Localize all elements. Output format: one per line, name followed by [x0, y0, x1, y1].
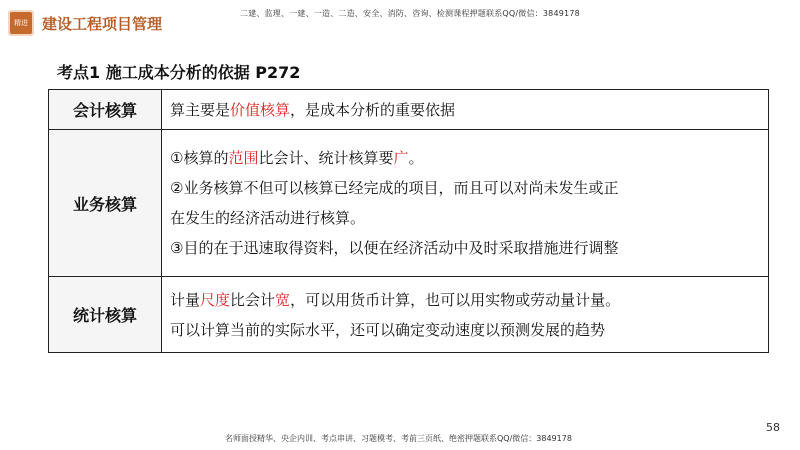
row-content — [162, 277, 769, 353]
row-label: 会计核算 — [49, 90, 162, 130]
text-span: 计量 — [170, 290, 201, 309]
highlight-text: 宽 — [275, 290, 291, 309]
content-line: 在发生的经济活动进行核算。 — [170, 209, 366, 227]
content-line — [170, 143, 762, 173]
row-content — [162, 90, 769, 130]
content-line: 可以计算当前的实际水平，还可以确定变动速度以预测发展的趋势 — [170, 320, 606, 339]
page-number: 58 — [766, 421, 780, 434]
course-title: 建设工程项目管理 — [42, 14, 163, 33]
text-span: 比会计、统计核算要 — [258, 149, 394, 167]
row-label: 业务核算 — [49, 130, 162, 277]
text-span: ①核算的 — [170, 149, 229, 167]
text-span: 。 — [408, 149, 424, 167]
section-heading: 考点1 施工成本分析的依据 P272 — [57, 63, 301, 82]
table-row — [49, 130, 769, 277]
text-span: 算主要是 — [170, 100, 231, 119]
highlight-text: 广 — [393, 149, 409, 167]
comparison-table — [48, 89, 769, 353]
text-span: ，可以用货币计算，也可以用实物或劳动量计量。 — [290, 290, 621, 309]
top-contact-banner: 二建、监理、一建、一造、二造、安全、消防、咨询、检测课程押题联系QQ/微信：3849178 — [240, 9, 580, 18]
logo-badge-icon: 精进 — [8, 10, 34, 36]
highlight-text: 价值核算 — [230, 100, 291, 119]
content-line: ②业务核算不但可以核算已经完成的项目，而且可以对尚未发生或正 — [170, 179, 619, 197]
table-row — [49, 277, 769, 353]
row-label: 统计核算 — [49, 277, 162, 353]
bottom-contact-banner: 名师面授精华、央企内训、考点串讲、习题模考、考前三页纸、绝密押题联系QQ/微信：3849178 — [225, 434, 572, 443]
text-span: ，是成本分析的重要依据 — [290, 100, 456, 119]
content-line: ③目的在于迅速取得资料，以便在经济活动中及时采取措施进行调整 — [170, 239, 619, 257]
table-row — [49, 90, 769, 130]
row-content — [162, 130, 769, 277]
highlight-text: 尺度 — [200, 290, 231, 309]
content-line — [170, 285, 762, 315]
brand-logo — [8, 10, 162, 36]
highlight-text: 范围 — [228, 149, 259, 167]
text-span: 比会计 — [230, 290, 276, 309]
